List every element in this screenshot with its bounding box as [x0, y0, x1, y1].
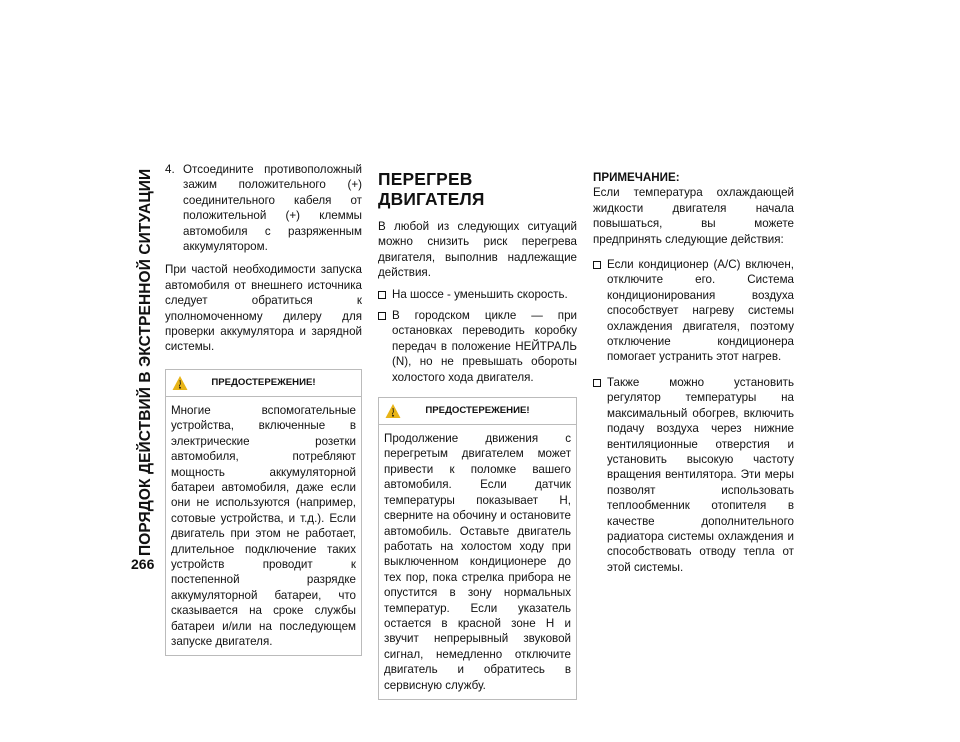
note-label: ПРИМЕЧАНИЕ:	[593, 171, 680, 184]
list-item	[378, 287, 577, 302]
jumpstart-paragraph: При частой необходимости запуска автомобиля от внешнего источника следует обратиться к уполномоченному дилеру для проверки аккумулятора и зарядной системы.	[165, 263, 362, 354]
section-heading: ПЕРЕГРЕВ ДВИГАТЕЛЯ	[378, 169, 485, 209]
warning-box-overheat	[378, 397, 577, 700]
list-item	[593, 257, 794, 365]
checkbox-bullet-icon	[593, 261, 601, 269]
list-item	[593, 375, 794, 575]
checkbox-bullet-icon	[593, 379, 601, 387]
step-4	[165, 162, 362, 254]
warning-label: ПРЕДОСТЕРЕЖЕНИЕ!	[211, 377, 316, 389]
column-2	[378, 160, 577, 700]
list-item	[378, 308, 577, 385]
warning-box-accessories	[165, 369, 362, 657]
list-item-text: На шоссе - уменьшить скорость.	[392, 287, 568, 301]
step-number: 4.	[165, 163, 175, 176]
column-1	[165, 160, 362, 656]
warning-label: ПРЕДОСТЕРЕЖЕНИЕ!	[425, 405, 530, 417]
checkbox-bullet-icon	[378, 291, 386, 299]
column-3	[593, 160, 794, 575]
step-text: Отсоедините противоположный зажим положительного (+) соединительного кабеля от положительной (+) клеммы автомобиля с разряженным аккумулятором.	[183, 163, 362, 254]
warning-triangle-icon	[172, 375, 188, 391]
list-item-text: В городском цикле — при остановках переводить коробку передач в положение НЕЙТРАЛЬ (N), но не превышать обороты холостого хода двигателя.	[392, 309, 577, 384]
checkbox-bullet-icon	[378, 312, 386, 320]
warning-triangle-icon	[385, 403, 401, 419]
overheat-intro: В любой из следующих ситуаций можно снизить риск перегрева двигателя, выполнив надлежащие действия.	[378, 220, 577, 280]
note-text: Если температура охлаждающей жидкости двигателя начала повышаться, вы можете предпринять следующие действия:	[593, 186, 794, 246]
warning-text: Продолжение движения с перегретым двигателем может привести к поломке вашего автомобиля. Если датчик температуры показывает H, сверните на обочину и остановите автомобиль. Оставьте двигатель работать на холостом ходу при выключенном кондиционере до тех пор, пока стрелка прибора не опустится в зону нормальных температур. Если указатель остается в красной зоне H и звучит непрерывный звуковой сигнал, немедленно отключите двигатель и обратитесь в сервисную службу.	[384, 432, 571, 692]
page-number: 266	[131, 556, 155, 572]
list-item-text: Также можно установить регулятор температуры на максимальный обогрев, включить подачу воздуха через нижние вентиляционные отверстия и установить высокую частоту вращения вентилятора. Эти меры позволят использовать теплообменник отопителя в качестве дополнительного радиатора системы охлаждения и способствовать отводу тепла от этой системы.	[607, 375, 794, 574]
warning-header	[379, 398, 576, 425]
list-item-text: Если кондиционер (A/C) включен, отключите его. Система кондиционирования воздуха способствует нагреву системы охлаждения двигателя, поэтому отключение кондиционера помогает устранить этот нагрев.	[607, 258, 794, 364]
chapter-side-title: ПОРЯДОК ДЕЙСТВИЙ В ЭКСТРЕННОЙ СИТУАЦИИ	[137, 168, 154, 557]
warning-header	[166, 370, 361, 397]
warning-text: Многие вспомогательные устройства, включенные в электрические розетки автомобиля, потребляют мощность аккумуляторной батареи автомобиля, даже если они не используются (например, сотовые устройства, и т.д.). Если двигатель при этом не работает, длительное подключение таких устройств проводит к постепенной разрядке аккумуляторной батареи, что сказывается на сроке службы батареи и/или на последующем запуске двигателя.	[171, 403, 356, 648]
